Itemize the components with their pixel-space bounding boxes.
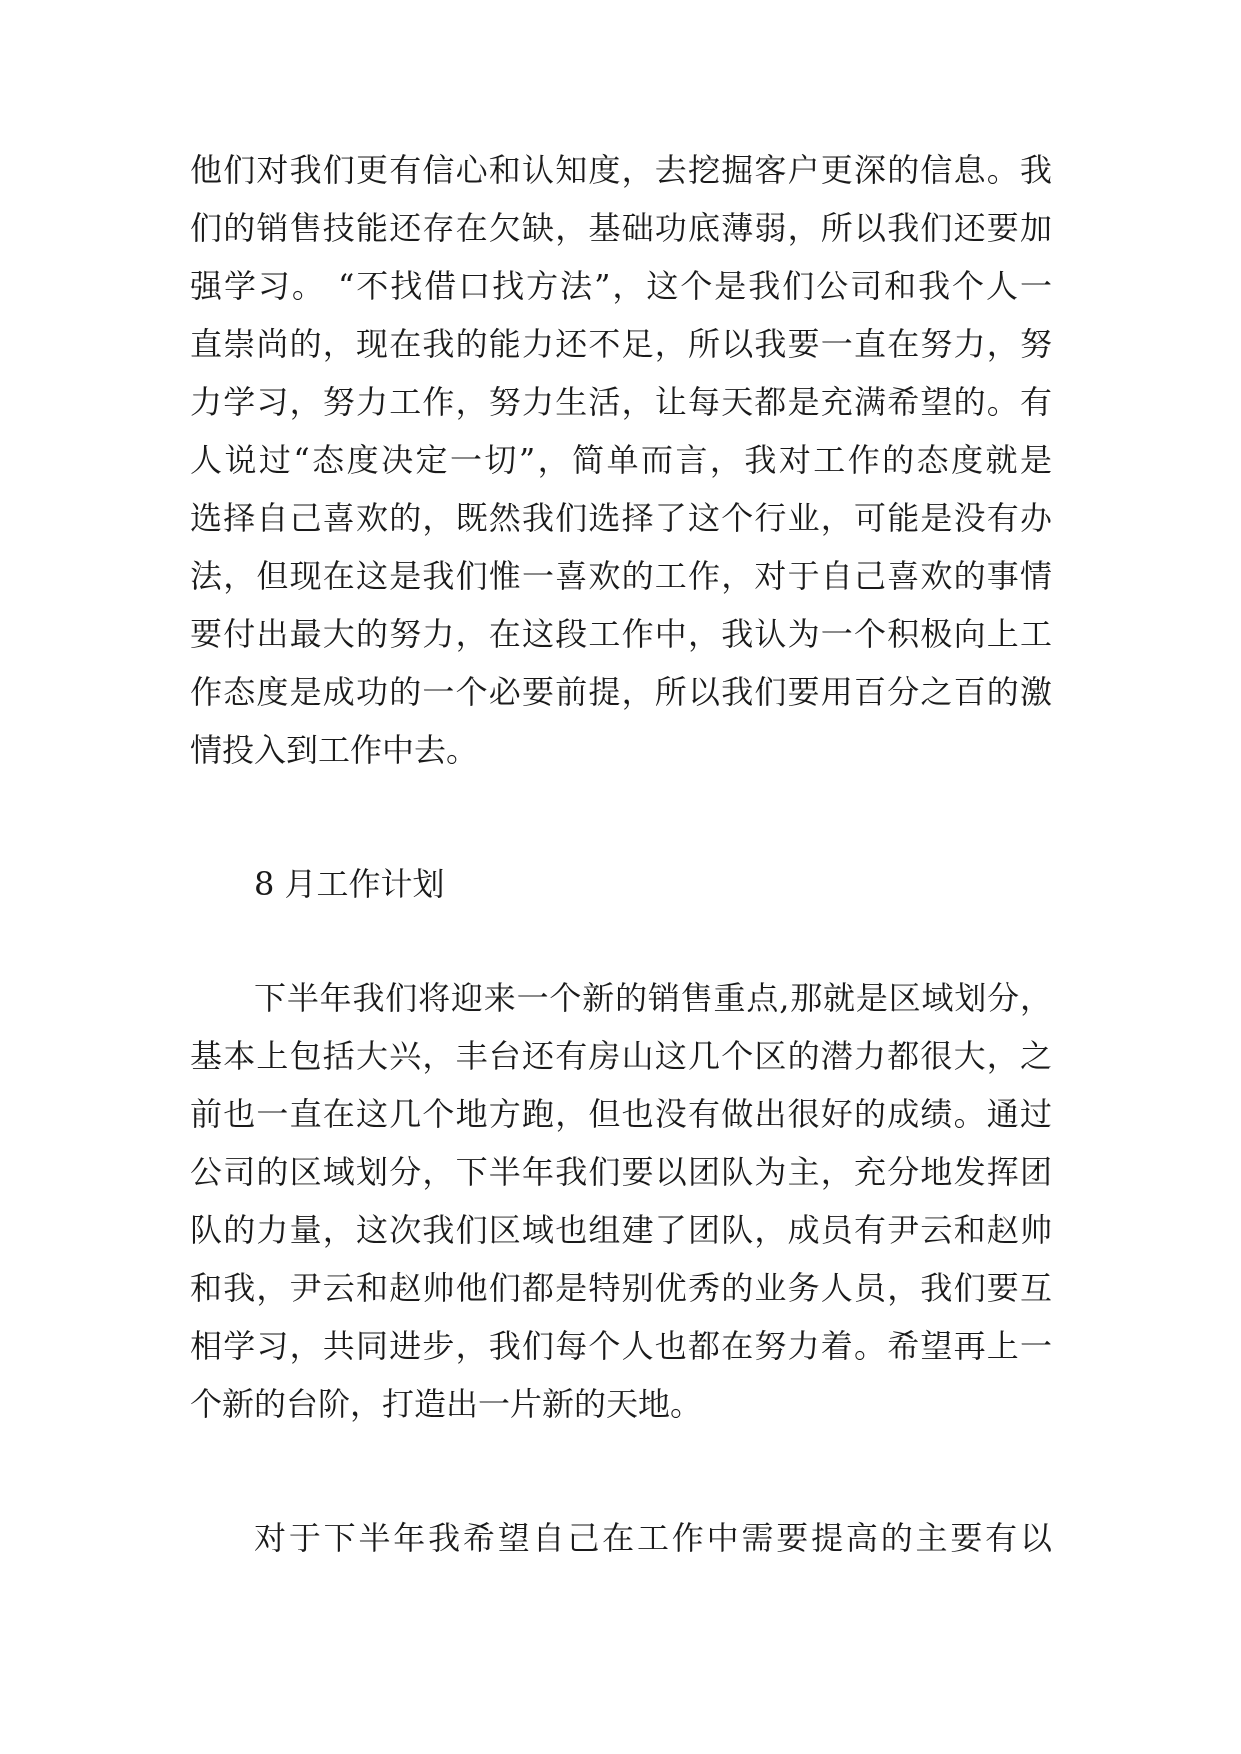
paragraph-2-line: 基本上包括大兴，丰台还有房山这几个区的潜力都很大，之 bbox=[190, 1037, 1052, 1075]
paragraph-1-line: 他们对我们更有信心和认知度，去挖掘客户更深的信息。我 bbox=[190, 151, 1052, 189]
paragraph-2-line: 相学习，共同进步，我们每个人也都在努力着。希望再上一 bbox=[190, 1327, 1052, 1365]
paragraph-1-line: 法，但现在这是我们惟一喜欢的工作，对于自己喜欢的事情 bbox=[190, 557, 1052, 595]
paragraph-2-line: 和我，尹云和赵帅他们都是特别优秀的业务人员，我们要互 bbox=[190, 1269, 1052, 1307]
paragraph-2-line: 个新的台阶，打造出一片新的天地。 bbox=[190, 1385, 703, 1423]
paragraph-2-line: 下半年我们将迎来一个新的销售重点,那就是区域划分， bbox=[254, 979, 1052, 1017]
paragraph-1-line: 人说过“态度决定一切”，简单而言，我对工作的态度就是 bbox=[190, 441, 1052, 479]
section-heading: 8 月工作计划 bbox=[254, 865, 445, 903]
paragraph-1-line: 情投入到工作中去。 bbox=[190, 731, 479, 769]
paragraph-3-line: 对于下半年我希望自己在工作中需要提高的主要有以 bbox=[254, 1519, 1052, 1557]
paragraph-1-line: 们的销售技能还存在欠缺，基础功底薄弱，所以我们还要加 bbox=[190, 209, 1052, 247]
paragraph-1-line: 作态度是成功的一个必要前提，所以我们要用百分之百的激 bbox=[190, 673, 1052, 711]
paragraph-1-line: 强学习。 “不找借口找方法”，这个是我们公司和我个人一 bbox=[190, 267, 1052, 305]
paragraph-1-line: 力学习，努力工作，努力生活，让每天都是充满希望的。有 bbox=[190, 383, 1052, 421]
paragraph-2-line: 前也一直在这几个地方跑，但也没有做出很好的成绩。通过 bbox=[190, 1095, 1052, 1133]
paragraph-1-line: 要付出最大的努力，在这段工作中，我认为一个积极向上工 bbox=[190, 615, 1052, 653]
paragraph-1-line: 直崇尚的，现在我的能力还不足，所以我要一直在努力，努 bbox=[190, 325, 1052, 363]
paragraph-2-line: 公司的区域划分，下半年我们要以团队为主，充分地发挥团 bbox=[190, 1153, 1052, 1191]
paragraph-1-line: 选择自己喜欢的，既然我们选择了这个行业，可能是没有办 bbox=[190, 499, 1052, 537]
paragraph-2-line: 队的力量，这次我们区域也组建了团队，成员有尹云和赵帅 bbox=[190, 1211, 1052, 1249]
